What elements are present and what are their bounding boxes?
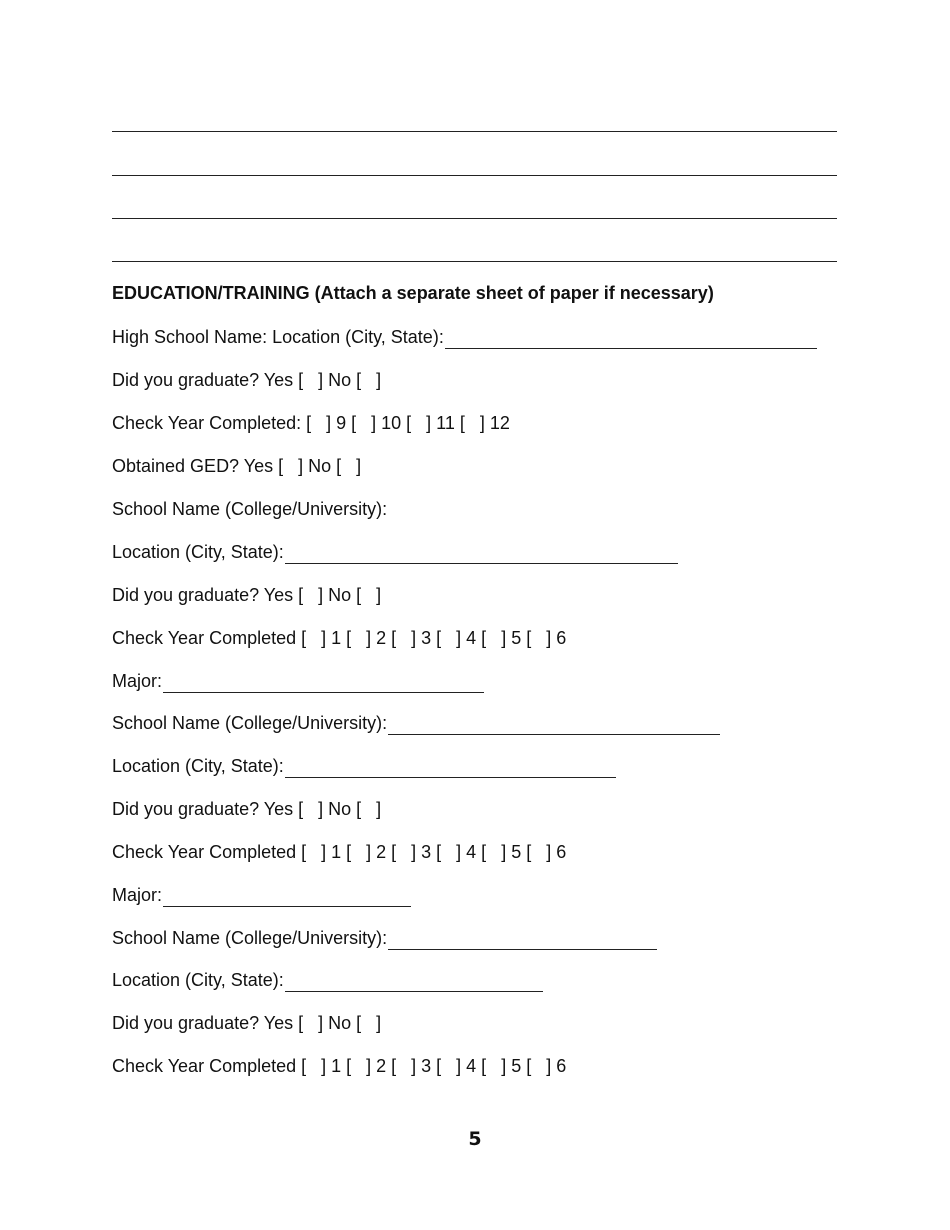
college-1-location-field[interactable] <box>285 546 678 564</box>
page-number: 5 <box>468 1128 482 1150</box>
college-3-location-label: Location (City, State): <box>112 970 284 990</box>
section-heading: EDUCATION/TRAINING (Attach a separate sheet of paper if necessary) <box>112 283 714 303</box>
college-2-location-label: Location (City, State): <box>112 756 284 776</box>
college-1-major-row <box>112 669 484 693</box>
high-school-year-checkboxes[interactable]: Check Year Completed: [ ] 9 [ ] 10 [ ] 11 [ ] 12 <box>112 413 510 433</box>
college-2-location-row <box>112 754 616 778</box>
college-1-graduate-row <box>112 583 381 607</box>
college-1-year-row <box>112 626 566 650</box>
college-3-school-label: School Name (College/University): <box>112 928 388 948</box>
college-2-school-label: School Name (College/University): <box>112 713 388 733</box>
college-2-location-field[interactable] <box>285 760 616 778</box>
college-2-school-field[interactable] <box>388 717 720 735</box>
ged-row <box>112 454 361 478</box>
college-2-school-row <box>112 711 720 735</box>
college-1-graduate-checkboxes[interactable]: Did you graduate? Yes [ ] No [ ] <box>112 585 382 605</box>
college-2-graduate-checkboxes[interactable]: Did you graduate? Yes [ ] No [ ] <box>112 799 382 819</box>
answer-line[interactable] <box>112 175 837 176</box>
college-3-location-row <box>112 968 543 992</box>
high-school-name-field[interactable] <box>445 331 817 349</box>
college-1-year-checkboxes[interactable]: Check Year Completed [ ] 1 [ ] 2 [ ] 3 [ ] 4 [ ] 5 [ ] 6 <box>112 628 567 648</box>
high-school-graduate-checkboxes[interactable]: Did you graduate? Yes [ ] No [ ] <box>112 370 382 390</box>
ged-checkboxes[interactable]: Obtained GED? Yes [ ] No [ ] <box>112 456 362 476</box>
college-3-graduate-row <box>112 1011 381 1035</box>
college-2-major-field[interactable] <box>163 889 411 907</box>
college-1-school-row <box>112 497 387 521</box>
answer-line[interactable] <box>112 218 837 219</box>
college-3-graduate-checkboxes[interactable]: Did you graduate? Yes [ ] No [ ] <box>112 1013 382 1033</box>
college-3-school-row <box>112 926 657 950</box>
high-school-name-label: High School Name: Location (City, State): <box>112 327 444 347</box>
college-2-major-row <box>112 883 411 907</box>
answer-line[interactable] <box>112 131 837 132</box>
college-1-major-label: Major: <box>112 671 163 691</box>
answer-line[interactable] <box>112 261 837 262</box>
college-1-school-label: School Name (College/University): <box>112 499 388 519</box>
high-school-graduate-row <box>112 368 381 392</box>
college-1-major-field[interactable] <box>163 675 484 693</box>
college-3-location-field[interactable] <box>285 974 543 992</box>
college-2-graduate-row <box>112 797 381 821</box>
high-school-name-row <box>112 325 817 349</box>
college-2-major-label: Major: <box>112 885 163 905</box>
college-2-year-row <box>112 840 566 864</box>
college-2-year-checkboxes[interactable]: Check Year Completed [ ] 1 [ ] 2 [ ] 3 [ ] 4 [ ] 5 [ ] 6 <box>112 842 567 862</box>
college-3-school-field[interactable] <box>388 932 657 950</box>
college-3-year-row <box>112 1054 566 1078</box>
college-1-location-label: Location (City, State): <box>112 542 284 562</box>
college-3-year-checkboxes[interactable]: Check Year Completed [ ] 1 [ ] 2 [ ] 3 [ ] 4 [ ] 5 [ ] 6 <box>112 1056 567 1076</box>
high-school-year-row <box>112 411 510 435</box>
college-1-location-row <box>112 540 678 564</box>
